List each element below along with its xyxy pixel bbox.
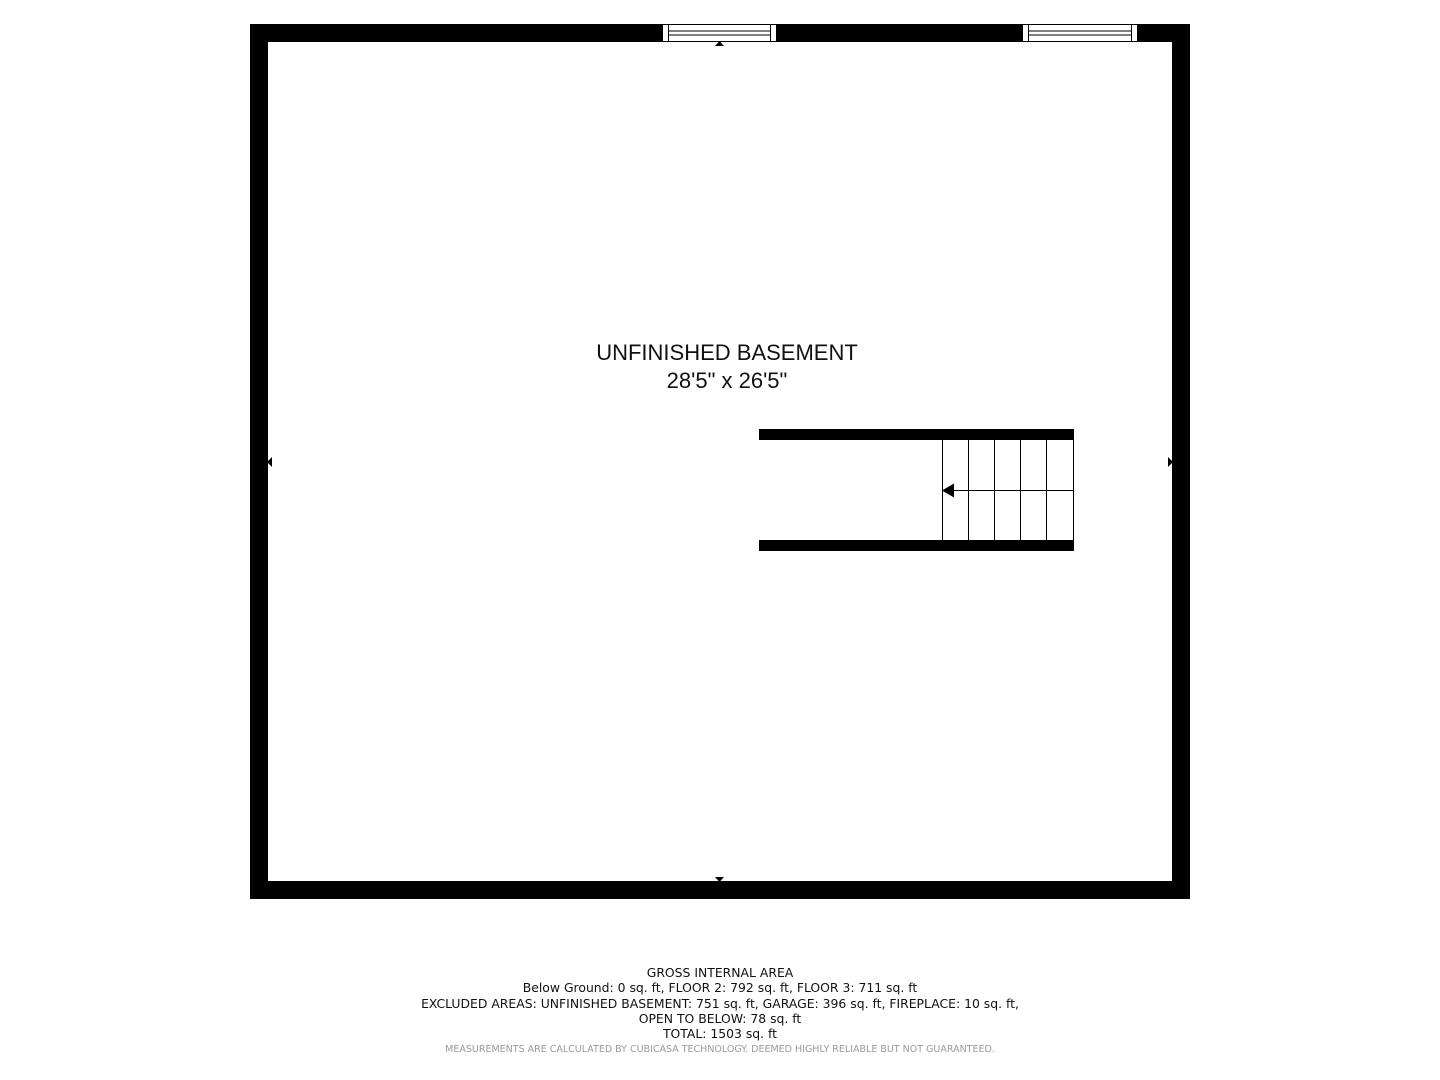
room-dimensions: 28'5" x 26'5" [666, 368, 788, 393]
stair-wall-top [759, 429, 1074, 440]
area-summary-line: Below Ground: 0 sq. ft, FLOOR 2: 792 sq. ft, FLOOR 3: 711 sq. ft [522, 980, 918, 996]
stair-wall-bottom [759, 540, 1074, 551]
area-summary-line: EXCLUDED AREAS: UNFINISHED BASEMENT: 751 sq. ft, GARAGE: 396 sq. ft, FIREPLACE: 10 sq. ft, [421, 995, 1019, 1011]
area-summary [320, 965, 1120, 1041]
room-name: UNFINISHED BASEMENT [596, 340, 858, 365]
stairs-icon [759, 429, 1074, 551]
window-icon [1022, 24, 1138, 42]
arrow-left-icon [942, 484, 954, 498]
area-summary-title: GROSS INTERNAL AREA [646, 965, 794, 980]
disclaimer: MEASUREMENTS ARE CALCULATED BY CUBICASA TECHNOLOGY. DEEMED HIGHLY RELIABLE BUT NOT GUARANTEED. [445, 1044, 995, 1055]
window-icon [662, 24, 777, 42]
area-summary-line: OPEN TO BELOW: 78 sq. ft [638, 1010, 802, 1026]
area-summary-total: TOTAL: 1503 sq. ft [662, 1026, 778, 1042]
room-label [527, 339, 927, 395]
exterior-walls [250, 24, 1190, 899]
